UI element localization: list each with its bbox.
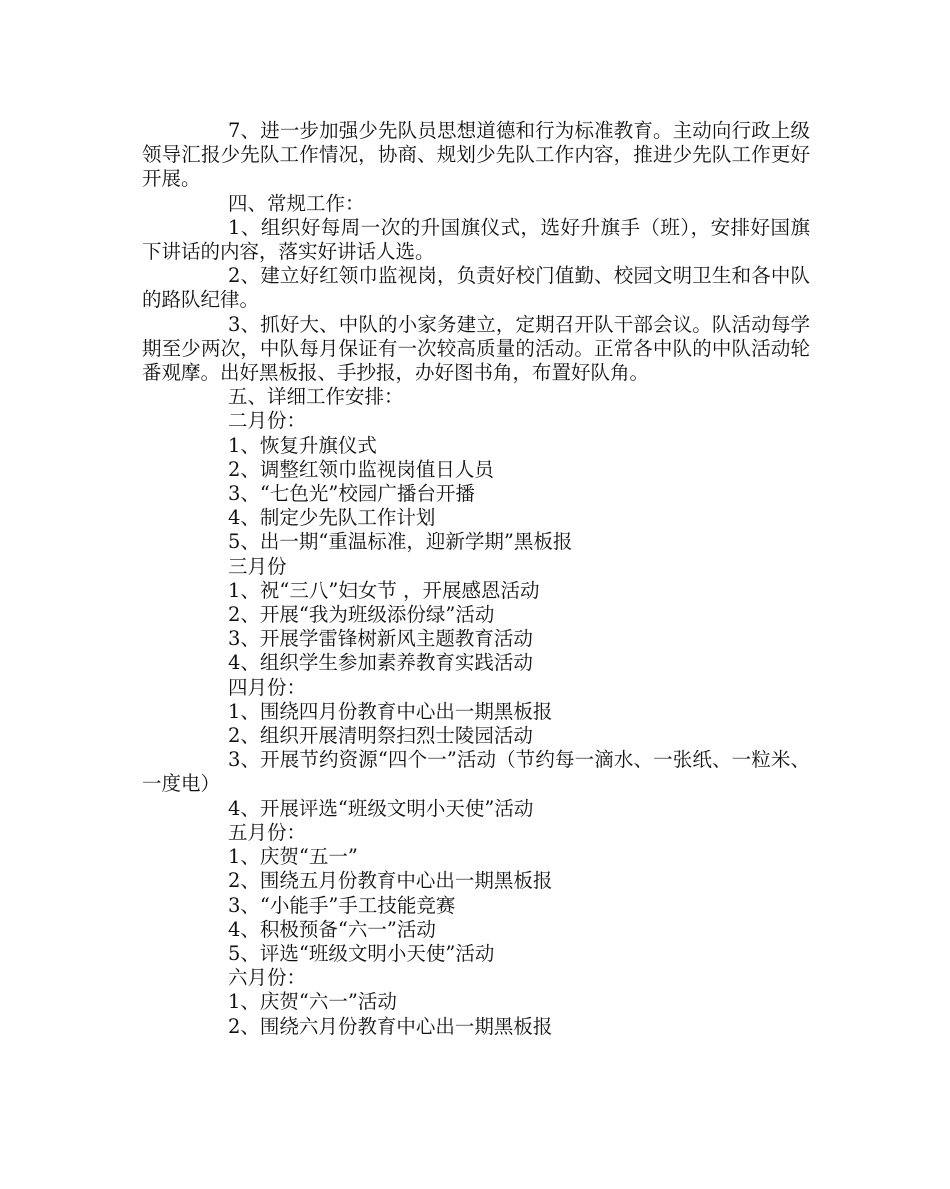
- list-item: 1、祝“三八”妇女节 ，开展感恩活动: [228, 578, 540, 602]
- paragraph-routine-1: 1、组织好每周一次的升国旗仪式，选好升旗手（班），安排好国旗下讲话的内容，落实好讲话人选。: [142, 215, 810, 264]
- list-item: 3、开展学雷锋树新风主题教育活动: [228, 627, 533, 651]
- list-item: 1、恢复升旗仪式: [228, 433, 377, 457]
- list-item: 1、围绕四月份教育中心出一期黑板报: [228, 699, 553, 723]
- list-item: 1、庆贺“六一”活动: [228, 990, 397, 1014]
- paragraph-routine-3: 3、抓好大、中队的小家务建立，定期召开队干部会议。队活动每学期至少两次，中队每月保证有一次较高质量的活动。正常各中队的中队活动轮番观摩。出好黑板报、手抄报，办好图书角，布置好队角。: [142, 312, 810, 385]
- list-item: 1、庆贺“五一”: [228, 845, 358, 869]
- list-item: 5、出一期“重温标准，迎新学期”黑板报: [228, 530, 573, 554]
- month-heading-may: 五月份：: [228, 820, 307, 844]
- list-item: 3、开展节约资源“四个一”活动（节约每一滴水、一张纸、一粒米、一度电）: [142, 748, 810, 796]
- list-item: 2、开展“我为班级添份绿”活动: [228, 603, 495, 627]
- list-item: 2、调整红领巾监视岗值日人员: [228, 457, 494, 481]
- list-item: 2、围绕六月份教育中心出一期黑板报: [228, 1014, 553, 1038]
- section-heading-routine-work: 四、常规工作：: [228, 191, 365, 215]
- list-item: 3、“小能手”手工技能竞赛: [228, 893, 456, 917]
- list-item: 3、“七色光”校园广播台开播: [228, 482, 475, 506]
- list-item: 2、组织开展清明祭扫烈士陵园活动: [228, 724, 533, 748]
- month-heading-march: 三月份: [228, 554, 287, 578]
- list-item: 4、制定少先队工作计划: [228, 506, 436, 530]
- month-heading-april: 四月份：: [228, 675, 307, 699]
- paragraph-item-7: 7、进一步加强少先队员思想道德和行为标准教育。主动向行政上级领导汇报少先队工作情况，协商、规划少先队工作内容，推进少先队工作更好开展。: [142, 119, 810, 191]
- month-heading-february: 二月份：: [228, 409, 307, 433]
- section-heading-schedule: 五、详细工作安排：: [228, 385, 404, 409]
- list-item: 4、组织学生参加素养教育实践活动: [228, 651, 533, 675]
- paragraph-routine-2: 2、建立好红领巾监视岗，负责好校门值勤、校园文明卫生和各中队的路队纪律。: [142, 264, 810, 312]
- month-heading-june: 六月份：: [228, 966, 307, 990]
- list-item: 5、评选“班级文明小天使”活动: [228, 941, 495, 965]
- document-page: [142, 119, 810, 1039]
- list-item: 4、积极预备“六一”活动: [228, 917, 436, 941]
- list-item: 4、开展评选“班级文明小天使”活动: [228, 796, 534, 820]
- list-item: 2、围绕五月份教育中心出一期黑板报: [228, 869, 553, 893]
